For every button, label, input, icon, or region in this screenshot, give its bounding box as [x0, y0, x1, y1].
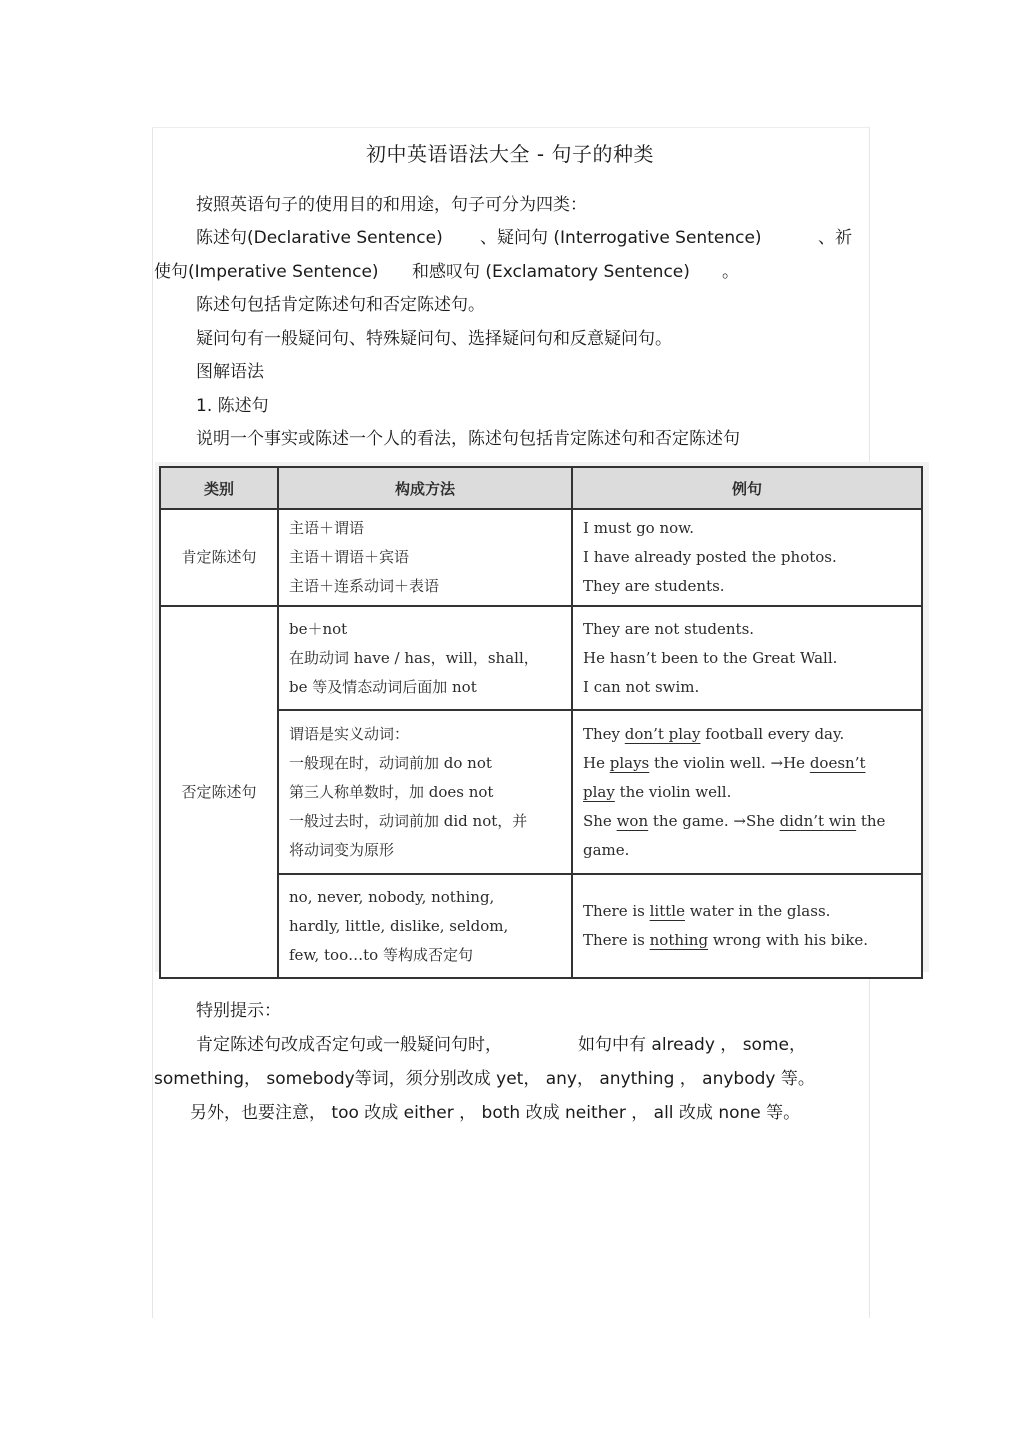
- header-example: 例句: [572, 467, 922, 509]
- example-cell: [572, 606, 922, 710]
- text: water in the glass.: [684, 902, 831, 920]
- text: There is: [583, 902, 650, 920]
- example-line: [583, 807, 911, 836]
- text: He: [583, 753, 610, 772]
- category-negative: 否定陈述句: [160, 606, 278, 978]
- declarative-paragraph: 陈述句包括肯定陈述句和否定陈述句。: [196, 295, 485, 315]
- tip-line-1-part-a: 肯定陈述句改成否定句或一般疑问句时，: [196, 1035, 502, 1055]
- imperative-term-end: 使句(Imperative Sentence): [154, 262, 379, 282]
- intro-paragraph: 按照英语句子的使用目的和用途，句子可分为四类：: [196, 195, 587, 215]
- text: football every day.: [700, 724, 845, 743]
- example-line: [583, 897, 911, 926]
- text: the: [856, 811, 886, 830]
- interrogative-paragraph: 疑问句有一般疑问句、特殊疑问句、选择疑问句和反意疑问句。: [196, 329, 672, 349]
- method-cell: [278, 710, 572, 874]
- tip-line-1: [0, 1030, 1024, 1054]
- tip-heading: 特别提示：: [196, 1001, 281, 1021]
- table-row-negative-1: [160, 606, 922, 710]
- example-line: [583, 749, 911, 778]
- text: She: [583, 811, 617, 830]
- category-affirmative: 肯定陈述句: [160, 509, 278, 606]
- underlined-word: didn’t win: [779, 811, 857, 830]
- example-line: They are students.: [583, 577, 725, 595]
- example-cell: [572, 874, 922, 978]
- method-line: 主语＋谓语＋宾语: [289, 548, 410, 566]
- interrogative-term: 、疑问句 (Interrogative Sentence): [480, 228, 762, 248]
- method-line: 在助动词 have / has，will，shall，: [289, 648, 539, 667]
- method-cell: [278, 606, 572, 710]
- section-heading: 1. 陈述句: [196, 396, 269, 416]
- section-explanation: 说明一个事实或陈述一个人的看法，陈述句包括肯定陈述句和否定陈述句: [196, 429, 740, 449]
- underlined-word: nothing: [649, 931, 709, 949]
- method-line: 一般过去时，动词前加 did not，并: [289, 811, 528, 830]
- underlined-word: plays: [609, 753, 650, 772]
- text: the violin well. →He: [649, 753, 810, 772]
- method-line: hardly, little, dislike, seldom,: [289, 916, 509, 935]
- table-header-row: [160, 467, 922, 509]
- method-line: 一般现在时，动词前加 do not: [289, 753, 492, 772]
- method-cell: [278, 509, 572, 606]
- example-line: I must go now.: [583, 519, 694, 537]
- example-line: I have already posted the photos.: [583, 548, 837, 566]
- example-cell: [572, 710, 922, 874]
- method-line: 将动词变为原形: [289, 840, 395, 859]
- underlined-word: don’t play: [624, 724, 701, 743]
- method-line: be 等及情态动词后面加 not: [289, 677, 477, 696]
- example-line: [583, 926, 911, 955]
- tip-line-1-part-b: 如句中有 already ， some，: [578, 1035, 806, 1055]
- diagram-heading: 图解语法: [196, 362, 264, 382]
- underlined-word: play: [583, 782, 615, 801]
- tip-line-2: something， somebody等词，须分别改成 yet， any， anything ， anybody 等。: [154, 1069, 815, 1089]
- page-title: 初中英语语法大全 - 句子的种类: [366, 142, 654, 166]
- method-line: 谓语是实义动词：: [289, 724, 410, 743]
- method-line: 第三人称单数时，加 does not: [289, 782, 494, 801]
- example-line: game.: [583, 840, 630, 859]
- exclamatory-term: 和感叹句 (Exclamatory Sentence): [412, 262, 690, 282]
- method-line: 主语＋连系动词＋表语: [289, 577, 440, 595]
- text: wrong with his bike.: [708, 931, 869, 949]
- example-line: I can not swim.: [583, 677, 700, 696]
- example-line: He hasn’t been to the Great Wall.: [583, 648, 838, 667]
- method-line: 主语＋谓语: [289, 519, 365, 537]
- example-line: They are not students.: [583, 619, 755, 638]
- example-line: [583, 720, 911, 749]
- text: the game. →She: [648, 811, 780, 830]
- sentence-types-line-1: [0, 223, 1024, 247]
- header-method: 构成方法: [278, 467, 572, 509]
- text: There is: [583, 931, 650, 949]
- imperative-term-start: 、祈: [818, 228, 852, 248]
- declarative-term: 陈述句(Declarative Sentence): [196, 228, 443, 248]
- tip-line-3: 另外，也要注意， too 改成 either ， both 改成 neither ， all 改成 none 等。: [190, 1103, 801, 1123]
- sentence-types-line-2: [0, 257, 1024, 281]
- underlined-word: doesn’t: [809, 753, 866, 772]
- method-line: be＋not: [289, 619, 348, 638]
- grammar-table-image: [155, 462, 929, 972]
- underlined-word: won: [616, 811, 649, 830]
- table-row-affirmative: [160, 509, 922, 606]
- text: They: [583, 724, 625, 743]
- example-cell: [572, 509, 922, 606]
- method-line: few, too…to 等构成否定句: [289, 945, 473, 964]
- line-end-period: 。: [722, 262, 739, 282]
- example-line: [583, 778, 911, 807]
- method-line: no, never, nobody, nothing,: [289, 887, 495, 906]
- underlined-word: little: [649, 902, 685, 920]
- header-category: 类别: [160, 467, 278, 509]
- grammar-table: [159, 466, 923, 979]
- method-cell: [278, 874, 572, 978]
- text: the violin well.: [614, 782, 732, 801]
